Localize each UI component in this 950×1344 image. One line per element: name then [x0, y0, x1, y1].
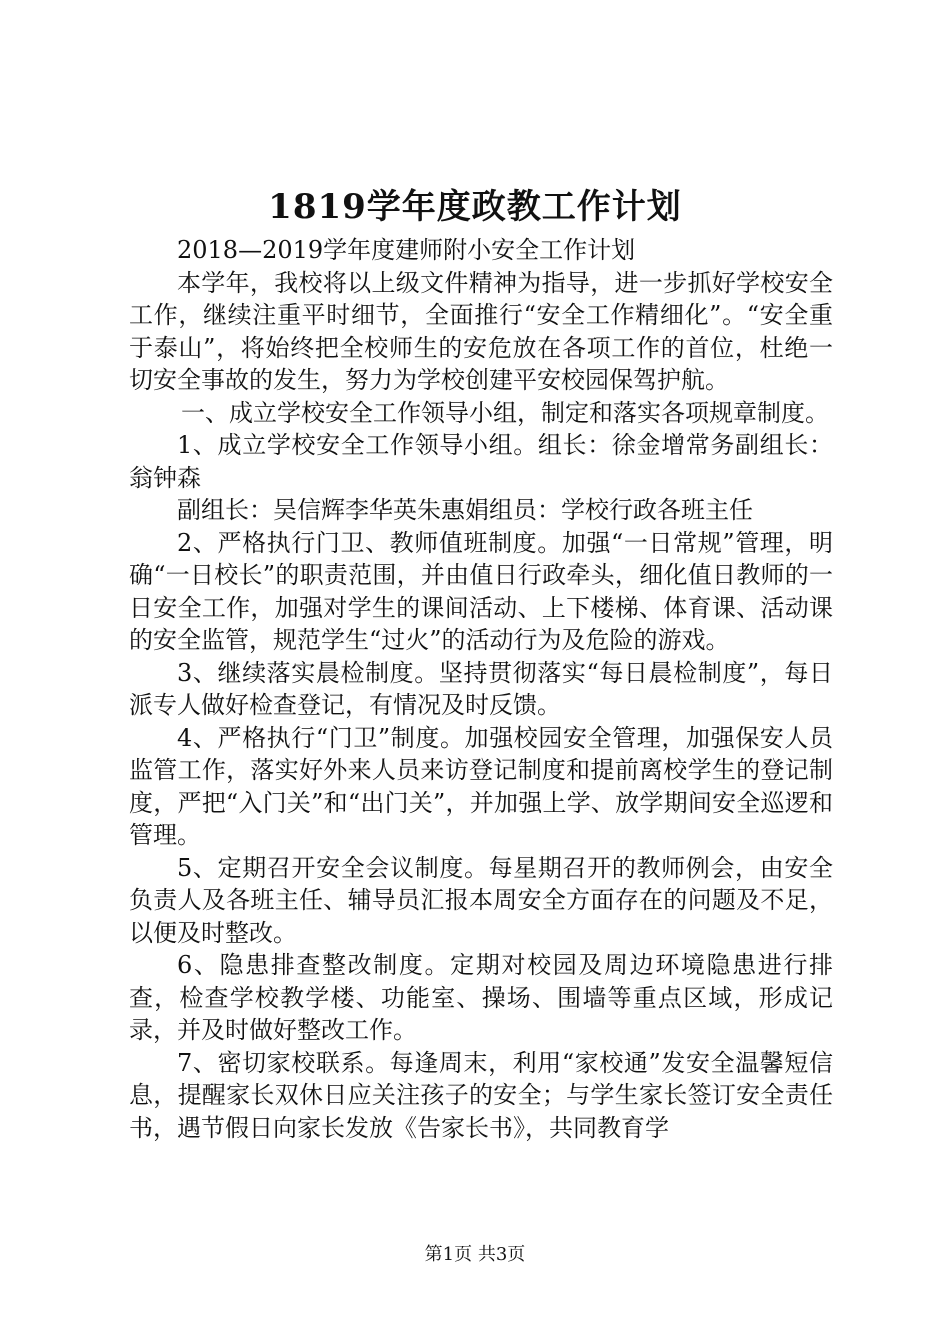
document-body — [129, 234, 833, 1144]
item-7-paragraph: 7、密切家校联系。每逢周末，利用“家校通”发安全温馨短信息，提醒家长双休日应关注孩子的安全；与学生家长签订安全责任书，遇节假日向家长发放《告家长书》，共同教育学 — [129, 1048, 833, 1142]
intro-paragraph: 本学年，我校将以上级文件精神为指导，进一步抓好学校安全工作，继续注重平时细节，全面推行“安全工作精细化”。“安全重于泰山”，将始终把全校师生的安危放在各项工作的首位，杜绝一切安全事故的发生，努力为学校创建平安校园保驾护航。 — [129, 268, 833, 394]
item-5-paragraph: 5、定期召开安全会议制度。每星期召开的教师例会，由安全负责人及各班主任、辅导员汇报本周安全方面存在的问题及不足，以便及时整改。 — [129, 853, 833, 947]
item-6-paragraph: 6、隐患排查整改制度。定期对校园及周边环境隐患进行排查，检查学校教学楼、功能室、操场、围墙等重点区域，形成记录，并及时做好整改工作。 — [129, 951, 833, 1044]
document-title: 1819学年度政教工作计划 — [268, 187, 682, 227]
item-3-paragraph: 3、继续落实晨检制度。坚持贯彻落实“每日晨检制度”，每日派专人做好检查登记，有情况及时反馈。 — [129, 658, 833, 719]
item-1-paragraph: 1、成立学校安全工作领导小组。组长：徐金增常务副组长：翁钟森 — [129, 431, 833, 492]
item-2-paragraph: 2、严格执行门卫、教师值班制度。加强“一日常规”管理，明确“一日校长”的职责范围，并由值日行政牵头，细化值日教师的一日安全工作，加强对学生的课间活动、上下楼梯、体育课、活动课的安全监管，规范学生“过火”的活动行为及危险的游戏。 — [129, 528, 833, 654]
plan-subtitle-paragraph: 2018—2019学年度建师附小安全工作计划 — [177, 236, 636, 264]
section-heading-paragraph: 一、成立学校安全工作领导小组，制定和落实各项规章制度。 — [181, 398, 829, 427]
members-paragraph: 副组长：吴信辉李华英朱惠娟组员：学校行政各班主任 — [177, 496, 753, 524]
item-4-paragraph: 4、严格执行“门卫”制度。加强校园安全管理，加强保安人员监管工作，落实好外来人员来访登记制度和提前离校学生的登记制度，严把“入门关”和“出门关”，并加强上学、放学期间安全巡逻和管理。 — [129, 723, 833, 849]
page-number-footer: 第1页 共3页 — [424, 1244, 526, 1265]
